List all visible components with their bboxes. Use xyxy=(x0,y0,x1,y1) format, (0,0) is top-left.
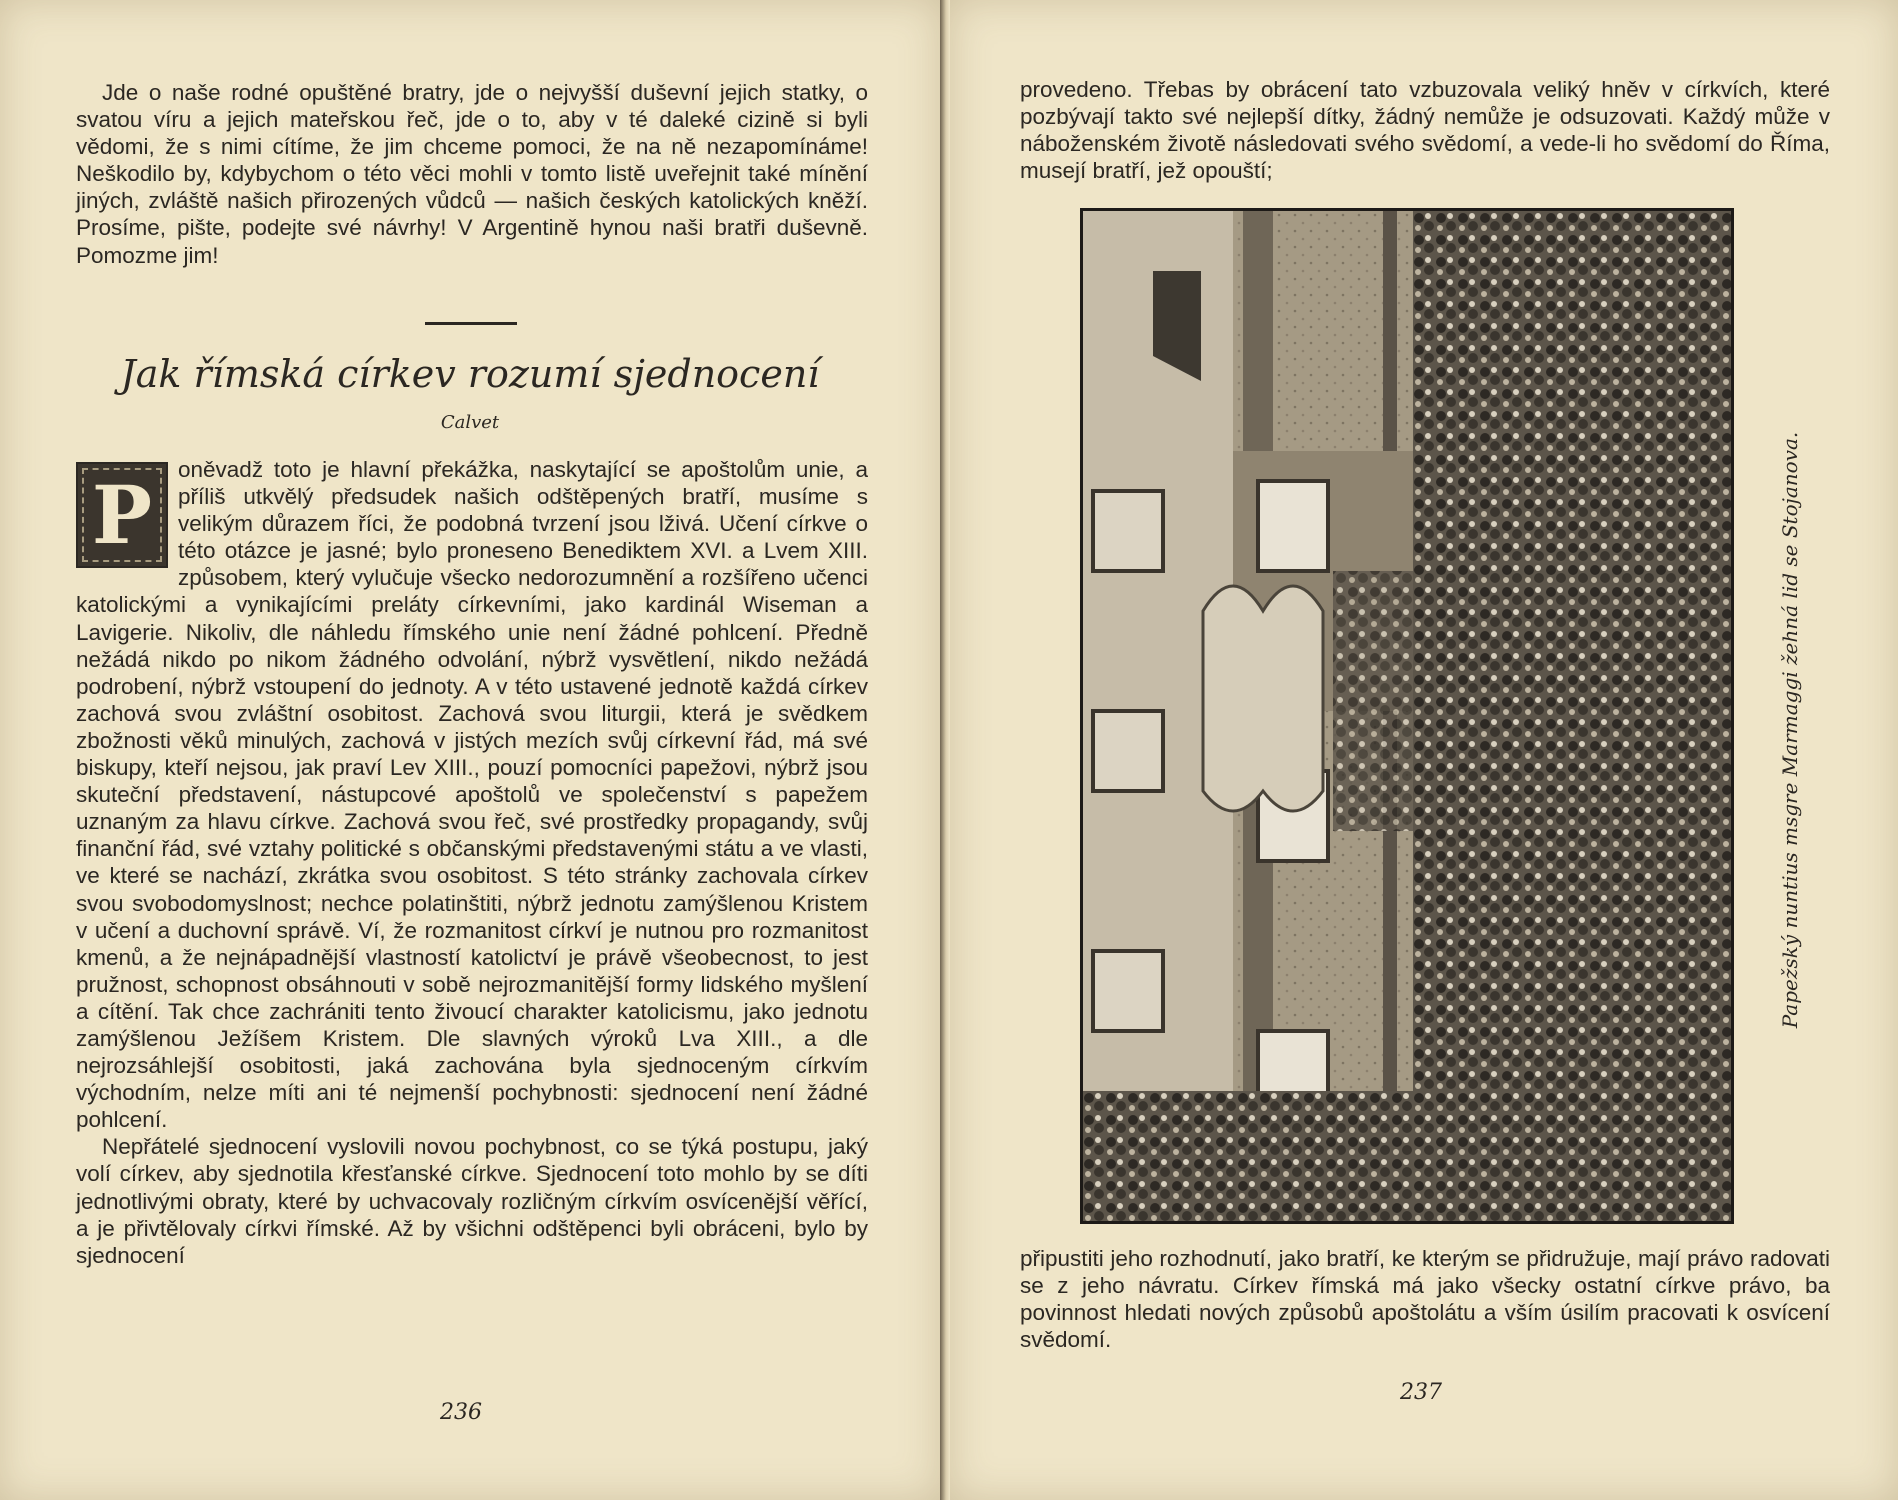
ornamental-drop-cap xyxy=(76,462,168,568)
intro-paragraph xyxy=(76,79,868,269)
continued-text-bottom: připustiti jeho rozhodnutí, jako bratří, ke kterým se přidružuje, mají právo radovati se z jeho návratu. Církev římská má jako všecky ostatní církve právo, ba povinnost hledati nových způsobů apoštolátu a vším úsilím pracovati k osvícení svědomí. xyxy=(1020,1246,1830,1353)
continued-text xyxy=(1020,76,1830,184)
page-number-left: 236 xyxy=(440,1400,482,1425)
intro-text: Jde o naše rodné opuštěné bratry, jde o nejvyšší duševní jejich statky, o svatou víru a jejich mateřskou řeč, jde o to, aby v té daleké cizině si byli vědomi, že s nimi cítíme, že jim chceme pomoci, že na ně nezapomínáme! Neškodilo by, kdybychom o této věci mohli v tomto listě uveřejnit také mínění jiných, zvláště našich přirozených vůdců — našich českých katolických kněží. Prosíme, pište, podejte své návrhy! V Argentině hynou naši bratři duševně. Pomozme jim! xyxy=(76,80,868,268)
photo-caption-text: Papežský nuntius msgre Marmaggi žehná lid se Stojanova. xyxy=(1778,431,1802,1029)
article-body xyxy=(76,456,868,1269)
article-paragraph-1: oněvadž toto je hlavní překážka, naskytající se apoštolům unie, a příliš utkvělý předsudek našich odštěpených bratří, musíme s velikým důrazem říci, že podobná tvrzení jsou lživá. Učení církve o této otázce je jasné; bylo proneseno Benediktem XVI. a Lvem XIII. způsobem, který vylučuje všecko nedorozumnění a rozšířeno učenci katolickými a vynikajícími preláty církevními, jako kardinál Wiseman a Lavigerie. Nikoliv, dle náhledu římského unie není žádné pohlcení. Předně nežádá nikdo po nikom žádného odvolání, nýbrž vysvětlení, nikdo nežádá podrobení, nýbrž vstoupení do jednoty. A v této ustavené jednotě každá církev zachová svou zvláštní osobitost. Zachová svou liturgii, která je svědkem zbožnosti věků minulých, zachová v jistých mezích svůj církevní řád, má své biskupy, kteří nejsou, jak praví Lev XIII., pouzí pomocníci papežovi, nýbrž jsou skuteční představení, nástupcové apoštolů ve společenství s papežem uznaným za hlavu církve. Zachová svou řeč, své prostředky propagandy, svůj finanční řád, své vztahy politické s občanskými představenými státu a ve vlasti, ve které se nachází, zkrátka svou osobitost. S této stránky zachovala církev svou svobodomyslnost; nechce polatinštiti, nýbrž jednotu zamýšlenou Kristem v učení a duchovní správě. Ví, že rozmanitost církví je nutnou pro rozmanitost kmenů, a že nejnápadnější vlastností katolictví je právě všeobecnost, to jest pružnost, schopnost obsáhnouti v sobě nejrozmanitější formy lidského myšlení a cítění. Tak chce zachrániti tento živoucí charakter katolicismu, jako jednotu zamýšlenou Ježíšem Kristem. Dle slavných výroků Lva XIII., a dle nejrozsáhlejší osobitosti, jaká zachována byla sjednoceným církvím východním, nelze míti ani té nejmenší pochybnosti: sjednocení není žádné pohlcení. xyxy=(76,457,868,1133)
drop-cap-letter: P xyxy=(91,468,153,562)
page-number-right: 237 xyxy=(1400,1380,1442,1405)
photo-illustration xyxy=(1083,211,1731,1221)
article-author: Calvet xyxy=(440,412,500,433)
left-page xyxy=(0,0,940,1500)
article-paragraph-2: Nepřátelé sjednocení vyslovili novou pochybnost, co se týká postupu, jaký volí církev, aby sjednotila křesťanské církve. Sjednocení toto mohlo by se díti jednotlivými obraty, které by uchvacovaly rozličným církvím osvícenější věřící, a je přivtělovaly církvi římské. Až by všichni odštěpenci byli obráceni, bylo by sjednocení xyxy=(76,1134,868,1268)
right-page xyxy=(950,0,1898,1500)
article-title: Jak římská církev rozumí sjednocení xyxy=(120,352,820,396)
continued-text-top: provedeno. Třebas by obrácení tato vzbuzovala veliký hněv v církvích, které pozbývají takto své nejlepší dítky, žádný nemůže je odsuzovati. Každý může v náboženském životě následovati svého svědomí, a vede-li ho svědomí do Říma, musejí bratří, jež opouští; xyxy=(1020,77,1830,184)
continued-text-bottom-block xyxy=(1020,1245,1830,1353)
halftone-photo xyxy=(1080,208,1734,1224)
book-gutter xyxy=(940,0,950,1500)
photo-caption xyxy=(1760,380,1820,1080)
section-divider xyxy=(425,322,517,325)
